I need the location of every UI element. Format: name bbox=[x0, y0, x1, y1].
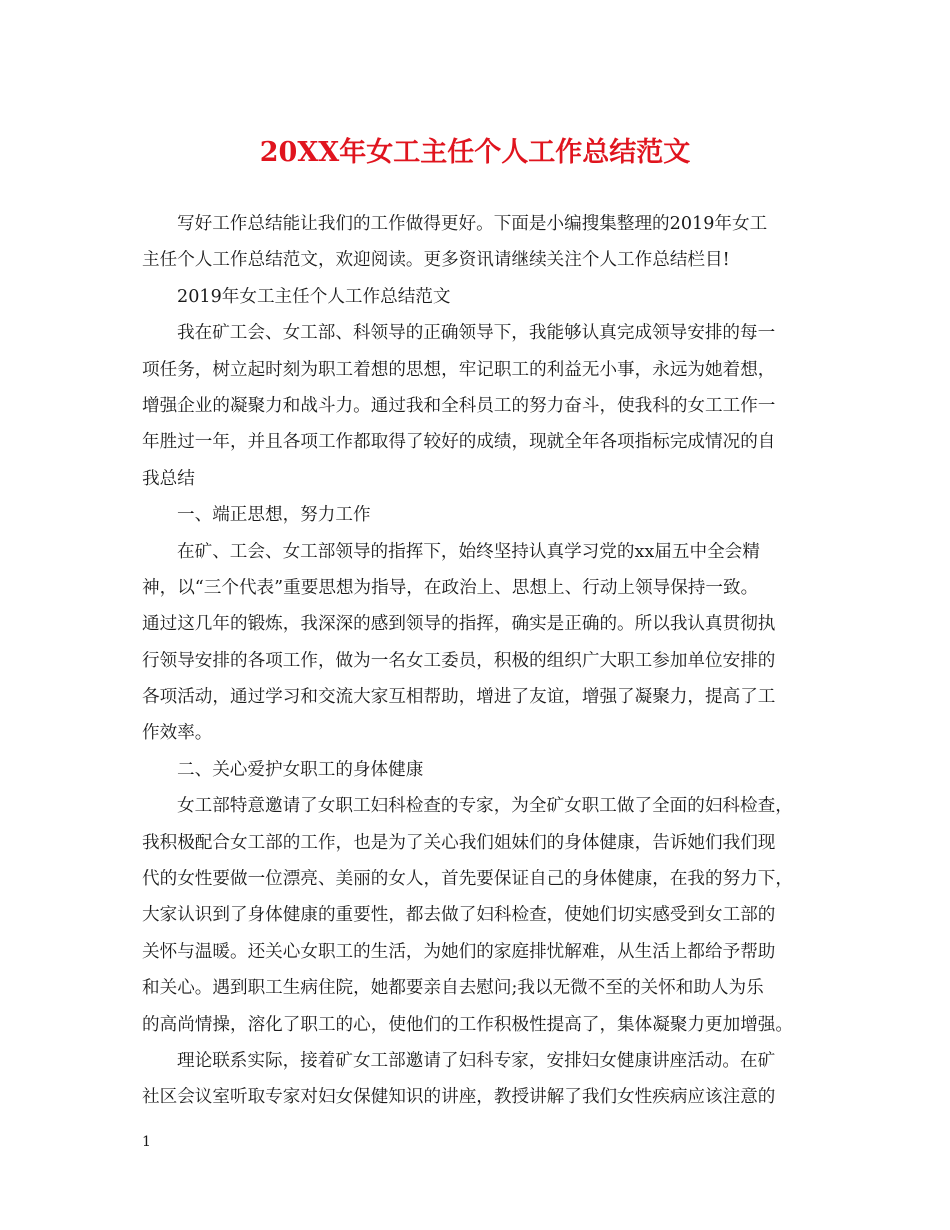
body-line: 在矿、工会、女工部领导的指挥下，始终坚持认真学习党的xx届五中全会精 bbox=[177, 541, 760, 562]
body-line: 我积极配合女工部的工作，也是为了关心我们姐妹们的身体健康，告诉她们我们现 bbox=[142, 832, 776, 853]
body-line: 项任务，树立起时刻为职工着想的思想，牢记职工的利益无小事，永远为她着想， bbox=[142, 359, 776, 380]
body-line: 二、关心爱护女职工的身体健康 bbox=[177, 759, 424, 780]
body-line: 代的女性要做一位漂亮、美丽的女人，首先要保证自己的身体健康，在我的努力下， bbox=[142, 869, 793, 890]
body-line: 通过这几年的锻炼，我深深的感到领导的指挥，确实是正确的。所以我认真贯彻执 bbox=[142, 614, 776, 635]
body-line: 大家认识到了身体健康的重要性，都去做了妇科检查，使她们切实感受到女工部的 bbox=[142, 905, 776, 926]
document-title: 20XX年女工主任个人工作总结范文 bbox=[259, 137, 691, 168]
body-line: 增强企业的凝聚力和战斗力。通过我和全科员工的努力奋斗，使我科的女工工作一 bbox=[142, 395, 776, 416]
body-line: 主任个人工作总结范文，欢迎阅读。更多资讯请继续关注个人工作总结栏目! bbox=[142, 250, 730, 271]
body-line: 社区会议室听取专家对妇女保健知识的讲座，教授讲解了我们女性疾病应该注意的 bbox=[142, 1087, 776, 1108]
body-line: 神，以“三个代表”重要思想为指导，在政治上、思想上、行动上领导保持一致。 bbox=[142, 577, 759, 598]
body-line: 我总结 bbox=[142, 468, 195, 489]
page-number: 1 bbox=[142, 1134, 151, 1150]
body-line: 写好工作总结能让我们的工作做得更好。下面是小编搜集整理的2019年女工 bbox=[177, 214, 768, 234]
body-line: 理论联系实际，接着矿女工部邀请了妇科专家，安排妇女健康讲座活动。在矿 bbox=[177, 1050, 776, 1071]
body-line: 年胜过一年，并且各项工作都取得了较好的成绩，现就全年各项指标完成情况的自 bbox=[142, 432, 776, 453]
document-body bbox=[142, 206, 822, 1116]
body-line: 作效率。 bbox=[142, 723, 213, 744]
body-line: 各项活动，通过学习和交流大家互相帮助，增进了友谊，增强了凝聚力，提高了工 bbox=[142, 687, 776, 708]
body-line: 的高尚情操，溶化了职工的心，使他们的工作积极性提高了，集体凝聚力更加增强。 bbox=[142, 1014, 793, 1035]
body-line: 一、端正思想，努力工作 bbox=[177, 505, 371, 526]
body-line: 我在矿工会、女工部、科领导的正确领导下，我能够认真完成领导安排的每一 bbox=[177, 323, 776, 344]
body-line: 女工部特意邀请了女职工妇科检查的专家，为全矿女职工做了全面的妇科检查， bbox=[177, 796, 793, 817]
body-line: 2019年女工主任个人工作总结范文 bbox=[177, 286, 451, 307]
body-line: 关怀与温暖。还关心女职工的生活，为她们的家庭排忧解难，从生活上都给予帮助 bbox=[142, 941, 776, 962]
body-line: 行领导安排的各项工作，做为一名女工委员，积极的组织广大职工参加单位安排的 bbox=[142, 650, 776, 671]
body-line: 和关心。遇到职工生病住院，她都要亲自去慰问;我以无微不至的关怀和助人为乐 bbox=[142, 978, 764, 999]
